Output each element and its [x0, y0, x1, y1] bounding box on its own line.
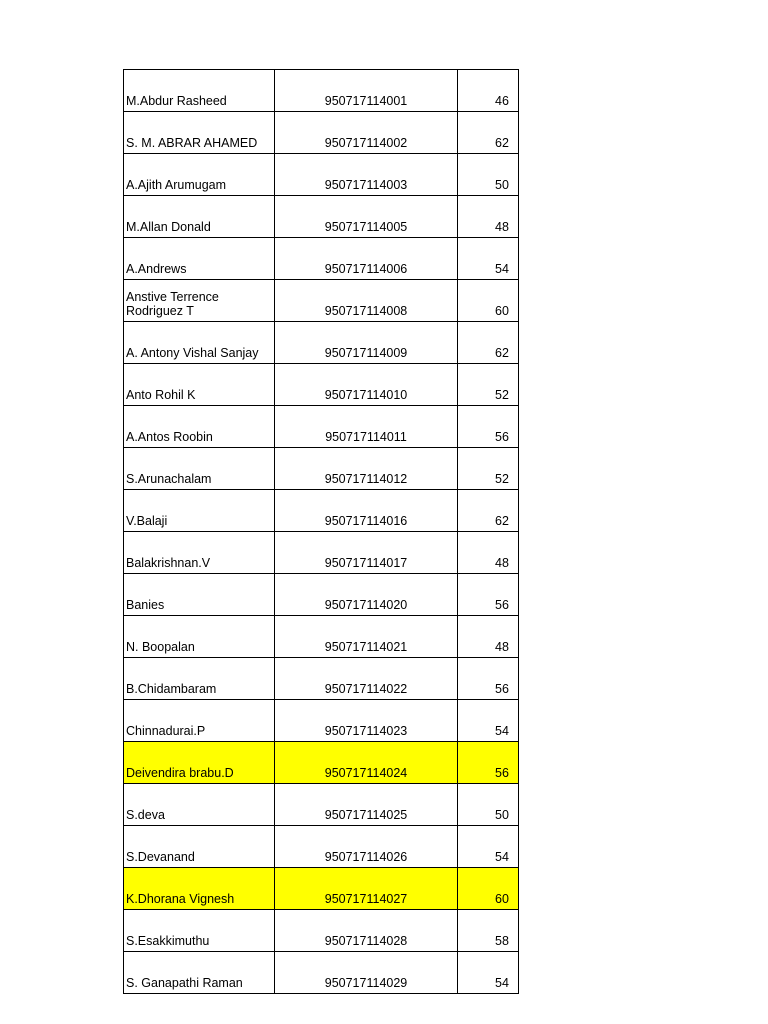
table-row	[124, 616, 519, 658]
mark-value: 46	[495, 94, 509, 108]
student-name-cell: Balakrishnan.V	[124, 532, 275, 574]
marks-table-body	[124, 70, 519, 994]
table-row	[124, 448, 519, 490]
register-number-cell: 950717114020	[275, 574, 458, 616]
mark-cell	[458, 154, 519, 196]
student-name-cell: Anto Rohil K	[124, 364, 275, 406]
mark-value: 54	[495, 262, 509, 276]
student-name-cell: A.Ajith Arumugam	[124, 154, 275, 196]
mark-cell	[458, 616, 519, 658]
mark-cell	[458, 406, 519, 448]
mark-cell	[458, 784, 519, 826]
mark-value: 54	[495, 850, 509, 864]
register-number-cell: 950717114002	[275, 112, 458, 154]
mark-value: 48	[495, 220, 509, 234]
mark-value: 60	[495, 304, 509, 318]
mark-cell	[458, 742, 519, 784]
mark-value: 54	[495, 724, 509, 738]
mark-cell	[458, 952, 519, 994]
register-number-cell: 950717114008	[275, 280, 458, 322]
table-row	[124, 952, 519, 994]
mark-value: 58	[495, 934, 509, 948]
table-row	[124, 490, 519, 532]
mark-cell	[458, 112, 519, 154]
student-name-cell: S. M. ABRAR AHAMED	[124, 112, 275, 154]
table-row	[124, 154, 519, 196]
mark-cell	[458, 70, 519, 112]
student-name-cell: S. Ganapathi Raman	[124, 952, 275, 994]
register-number-cell: 950717114025	[275, 784, 458, 826]
mark-value: 62	[495, 136, 509, 150]
student-name-cell: A. Antony Vishal Sanjay	[124, 322, 275, 364]
mark-value: 48	[495, 556, 509, 570]
mark-value: 56	[495, 430, 509, 444]
mark-value: 50	[495, 178, 509, 192]
mark-cell	[458, 826, 519, 868]
mark-value: 60	[495, 892, 509, 906]
table-row	[124, 280, 519, 322]
mark-value: 54	[495, 976, 509, 990]
table-row	[124, 196, 519, 238]
register-number-cell: 950717114022	[275, 658, 458, 700]
register-number-cell: 950717114026	[275, 826, 458, 868]
mark-cell	[458, 658, 519, 700]
register-number-cell: 950717114027	[275, 868, 458, 910]
register-number-cell: 950717114029	[275, 952, 458, 994]
table-row	[124, 826, 519, 868]
table-row	[124, 742, 519, 784]
table-row	[124, 658, 519, 700]
register-number-cell: 950717114023	[275, 700, 458, 742]
student-name-cell: S.deva	[124, 784, 275, 826]
mark-value: 48	[495, 640, 509, 654]
mark-value: 62	[495, 514, 509, 528]
register-number-cell: 950717114021	[275, 616, 458, 658]
table-row	[124, 112, 519, 154]
student-name-cell: K.Dhorana Vignesh	[124, 868, 275, 910]
mark-cell	[458, 322, 519, 364]
register-number-cell: 950717114003	[275, 154, 458, 196]
table-row	[124, 532, 519, 574]
student-name-cell: M.Abdur Rasheed	[124, 70, 275, 112]
register-number-cell: 950717114017	[275, 532, 458, 574]
student-name-cell: V.Balaji	[124, 490, 275, 532]
mark-value: 56	[495, 598, 509, 612]
table-row	[124, 784, 519, 826]
register-number-cell: 950717114016	[275, 490, 458, 532]
student-name-cell: N. Boopalan	[124, 616, 275, 658]
mark-value: 56	[495, 766, 509, 780]
mark-cell	[458, 448, 519, 490]
table-row	[124, 406, 519, 448]
student-name-cell: S.Arunachalam	[124, 448, 275, 490]
table-row	[124, 70, 519, 112]
mark-value: 62	[495, 346, 509, 360]
student-name-cell: A.Antos Roobin	[124, 406, 275, 448]
register-number-cell: 950717114005	[275, 196, 458, 238]
register-number-cell: 950717114011	[275, 406, 458, 448]
student-name-cell: S.Esakkimuthu	[124, 910, 275, 952]
table-row	[124, 574, 519, 616]
mark-cell	[458, 490, 519, 532]
student-name-cell: Anstive Terrence Rodriguez T	[124, 280, 275, 322]
table-row	[124, 364, 519, 406]
mark-cell	[458, 364, 519, 406]
table-row	[124, 868, 519, 910]
mark-cell	[458, 196, 519, 238]
mark-value: 52	[495, 388, 509, 402]
register-number-cell: 950717114028	[275, 910, 458, 952]
student-name-cell: S.Devanand	[124, 826, 275, 868]
student-name-cell: Banies	[124, 574, 275, 616]
register-number-cell: 950717114001	[275, 70, 458, 112]
register-number-cell: 950717114010	[275, 364, 458, 406]
mark-cell	[458, 238, 519, 280]
mark-value: 56	[495, 682, 509, 696]
mark-cell	[458, 868, 519, 910]
mark-value: 50	[495, 808, 509, 822]
table-row	[124, 238, 519, 280]
student-name-cell: Deivendira brabu.D	[124, 742, 275, 784]
mark-cell	[458, 700, 519, 742]
table-row	[124, 910, 519, 952]
table-row	[124, 700, 519, 742]
mark-cell	[458, 280, 519, 322]
marks-table	[123, 69, 519, 994]
mark-value: 52	[495, 472, 509, 486]
mark-cell	[458, 532, 519, 574]
table-row	[124, 322, 519, 364]
register-number-cell: 950717114012	[275, 448, 458, 490]
mark-cell	[458, 574, 519, 616]
student-name-cell: M.Allan Donald	[124, 196, 275, 238]
student-name-cell: B.Chidambaram	[124, 658, 275, 700]
register-number-cell: 950717114024	[275, 742, 458, 784]
register-number-cell: 950717114009	[275, 322, 458, 364]
mark-cell	[458, 910, 519, 952]
student-name-cell: A.Andrews	[124, 238, 275, 280]
student-name-cell: Chinnadurai.P	[124, 700, 275, 742]
register-number-cell: 950717114006	[275, 238, 458, 280]
